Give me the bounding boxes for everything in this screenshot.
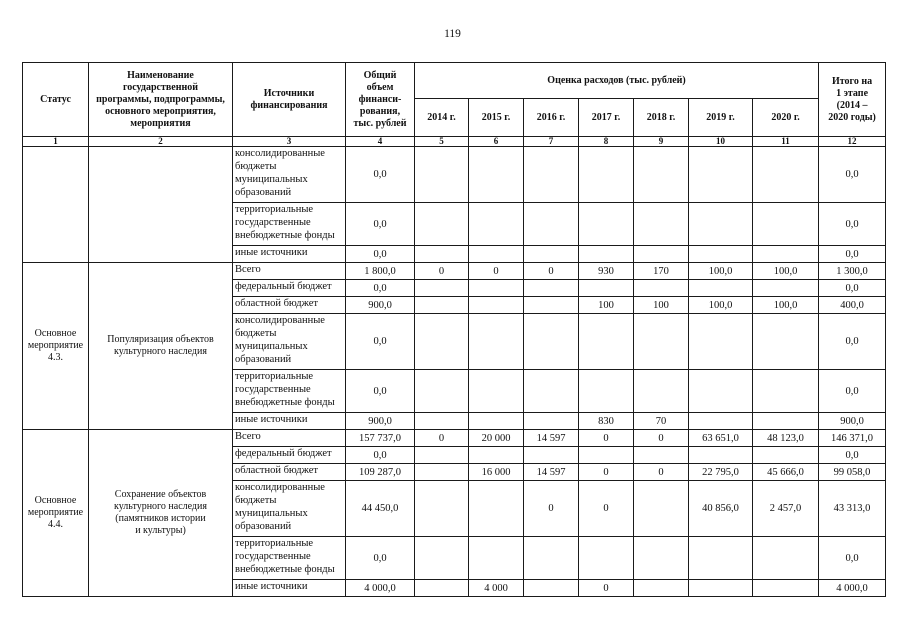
cell-funding-source: иные источники — [233, 580, 346, 597]
column-number: 9 — [634, 137, 689, 147]
cell-2019 — [689, 147, 753, 203]
header-year-2014: 2014 г. — [415, 99, 469, 137]
cell-funding-source: областной бюджет — [233, 297, 346, 314]
cell-2015 — [469, 537, 524, 580]
cell-stage-total: 4 000,0 — [819, 580, 886, 597]
cell-2018: 0 — [634, 430, 689, 447]
header-status: Статус — [23, 63, 89, 137]
cell-total: 1 800,0 — [346, 263, 415, 280]
cell-2019: 100,0 — [689, 263, 753, 280]
cell-2016: 14 597 — [524, 464, 579, 481]
cell-2018 — [634, 246, 689, 263]
cell-program-name: Популяризация объектов культурного наследия — [89, 263, 233, 430]
cell-2015: 20 000 — [469, 430, 524, 447]
cell-funding-source: территориальные государственные внебюджетные фонды — [233, 537, 346, 580]
cell-total: 109 287,0 — [346, 464, 415, 481]
cell-total: 0,0 — [346, 447, 415, 464]
cell-2020 — [753, 246, 819, 263]
cell-total: 0,0 — [346, 280, 415, 297]
cell-2020: 45 666,0 — [753, 464, 819, 481]
cell-funding-source: территориальные государственные внебюджетные фонды — [233, 203, 346, 246]
cell-2020 — [753, 537, 819, 580]
cell-2015: 16 000 — [469, 464, 524, 481]
header-stage-total: Итого на 1 этапе (2014 – 2020 годы) — [819, 63, 886, 137]
cell-2014 — [415, 481, 469, 537]
cell-2018: 0 — [634, 464, 689, 481]
cell-2015 — [469, 481, 524, 537]
cell-2016 — [524, 297, 579, 314]
cell-2017: 0 — [579, 580, 634, 597]
header-row — [23, 63, 886, 99]
cell-total: 900,0 — [346, 413, 415, 430]
page-number: 119 — [444, 28, 461, 40]
column-number: 10 — [689, 137, 753, 147]
column-number: 5 — [415, 137, 469, 147]
cell-2016 — [524, 413, 579, 430]
cell-stage-total: 0,0 — [819, 280, 886, 297]
table-body — [23, 147, 886, 597]
cell-2016 — [524, 203, 579, 246]
cell-stage-total: 0,0 — [819, 537, 886, 580]
table-header — [23, 63, 886, 147]
cell-2019 — [689, 370, 753, 413]
table-row — [23, 430, 886, 447]
cell-2014 — [415, 370, 469, 413]
cell-2019 — [689, 203, 753, 246]
cell-2014 — [415, 464, 469, 481]
cell-2017 — [579, 147, 634, 203]
cell-program-name — [89, 147, 233, 263]
cell-2020 — [753, 413, 819, 430]
cell-2020 — [753, 203, 819, 246]
cell-funding-source: консолидированные бюджеты муниципальных образований — [233, 481, 346, 537]
header-total-funding: Общий объем финанси- рования, тыс. рублей — [346, 63, 415, 137]
cell-stage-total: 0,0 — [819, 147, 886, 203]
cell-2017 — [579, 314, 634, 370]
header-year-2019: 2019 г. — [689, 99, 753, 137]
header-funding-source: Источники финансирования — [233, 63, 346, 137]
cell-2016 — [524, 280, 579, 297]
cell-2016: 0 — [524, 263, 579, 280]
cell-2019: 22 795,0 — [689, 464, 753, 481]
cell-2014: 0 — [415, 263, 469, 280]
cell-2020: 100,0 — [753, 263, 819, 280]
cell-2018: 100 — [634, 297, 689, 314]
cell-2019 — [689, 413, 753, 430]
cell-2019 — [689, 314, 753, 370]
column-number: 8 — [579, 137, 634, 147]
cell-2018 — [634, 314, 689, 370]
cell-2017: 0 — [579, 464, 634, 481]
column-number: 1 — [23, 137, 89, 147]
cell-2020 — [753, 447, 819, 464]
cell-2014 — [415, 203, 469, 246]
cell-total: 0,0 — [346, 537, 415, 580]
column-number: 4 — [346, 137, 415, 147]
cell-2018 — [634, 280, 689, 297]
cell-funding-source: федеральный бюджет — [233, 447, 346, 464]
column-numbers-row — [23, 137, 886, 147]
cell-2014 — [415, 413, 469, 430]
cell-2014 — [415, 147, 469, 203]
header-expense-estimate: Оценка расходов (тыс. рублей) — [415, 63, 819, 99]
cell-2014 — [415, 314, 469, 370]
cell-2015 — [469, 297, 524, 314]
cell-2016 — [524, 537, 579, 580]
cell-2017: 100 — [579, 297, 634, 314]
cell-2016 — [524, 246, 579, 263]
cell-funding-source: консолидированные бюджеты муниципальных образований — [233, 147, 346, 203]
cell-2016 — [524, 147, 579, 203]
cell-2014 — [415, 246, 469, 263]
cell-2015 — [469, 413, 524, 430]
column-number: 2 — [89, 137, 233, 147]
cell-2018 — [634, 203, 689, 246]
cell-stage-total: 0,0 — [819, 370, 886, 413]
cell-2020: 48 123,0 — [753, 430, 819, 447]
cell-2020: 2 457,0 — [753, 481, 819, 537]
cell-2016: 0 — [524, 481, 579, 537]
cell-2018 — [634, 537, 689, 580]
cell-funding-source: областной бюджет — [233, 464, 346, 481]
cell-funding-source: иные источники — [233, 246, 346, 263]
cell-2015 — [469, 147, 524, 203]
cell-2017: 0 — [579, 481, 634, 537]
cell-2015 — [469, 314, 524, 370]
cell-2017: 830 — [579, 413, 634, 430]
cell-stage-total: 0,0 — [819, 314, 886, 370]
cell-status: Основное мероприятие 4.3. — [23, 263, 89, 430]
cell-total: 0,0 — [346, 370, 415, 413]
cell-2015 — [469, 447, 524, 464]
cell-stage-total: 0,0 — [819, 447, 886, 464]
cell-2018 — [634, 147, 689, 203]
cell-2016 — [524, 314, 579, 370]
header-year-2017: 2017 г. — [579, 99, 634, 137]
header-year-2015: 2015 г. — [469, 99, 524, 137]
cell-2018 — [634, 580, 689, 597]
cell-total: 0,0 — [346, 314, 415, 370]
cell-2018: 70 — [634, 413, 689, 430]
cell-2019 — [689, 280, 753, 297]
cell-2018 — [634, 447, 689, 464]
cell-2014 — [415, 297, 469, 314]
cell-2020 — [753, 280, 819, 297]
cell-2014: 0 — [415, 430, 469, 447]
cell-2019: 40 856,0 — [689, 481, 753, 537]
cell-stage-total: 0,0 — [819, 203, 886, 246]
cell-2019: 100,0 — [689, 297, 753, 314]
column-number: 6 — [469, 137, 524, 147]
column-number: 11 — [753, 137, 819, 147]
table-row — [23, 147, 886, 203]
cell-2017 — [579, 537, 634, 580]
cell-funding-source: консолидированные бюджеты муниципальных образований — [233, 314, 346, 370]
cell-2017: 0 — [579, 430, 634, 447]
cell-stage-total: 0,0 — [819, 246, 886, 263]
column-number: 3 — [233, 137, 346, 147]
cell-stage-total: 900,0 — [819, 413, 886, 430]
cell-total: 157 737,0 — [346, 430, 415, 447]
cell-total: 0,0 — [346, 147, 415, 203]
cell-2014 — [415, 580, 469, 597]
cell-2018: 170 — [634, 263, 689, 280]
cell-2019 — [689, 537, 753, 580]
header-year-2018: 2018 г. — [634, 99, 689, 137]
cell-2020 — [753, 370, 819, 413]
cell-status: Основное мероприятие 4.4. — [23, 430, 89, 597]
cell-2016 — [524, 370, 579, 413]
cell-2016: 14 597 — [524, 430, 579, 447]
cell-2019: 63 651,0 — [689, 430, 753, 447]
cell-2015 — [469, 203, 524, 246]
cell-2020 — [753, 314, 819, 370]
cell-2017 — [579, 447, 634, 464]
cell-total: 900,0 — [346, 297, 415, 314]
cell-2017 — [579, 280, 634, 297]
column-number: 7 — [524, 137, 579, 147]
cell-2014 — [415, 447, 469, 464]
cell-2015 — [469, 246, 524, 263]
cell-stage-total: 99 058,0 — [819, 464, 886, 481]
cell-stage-total: 400,0 — [819, 297, 886, 314]
cell-total: 44 450,0 — [346, 481, 415, 537]
header-program-name: Наименование государственной программы, подпрограммы, основного мероприятия, мероприятия — [89, 63, 233, 137]
cell-stage-total: 43 313,0 — [819, 481, 886, 537]
column-number: 12 — [819, 137, 886, 147]
cell-2019 — [689, 246, 753, 263]
header-year-2016: 2016 г. — [524, 99, 579, 137]
cell-2016 — [524, 580, 579, 597]
cell-funding-source: иные источники — [233, 413, 346, 430]
cell-2014 — [415, 537, 469, 580]
cell-2017 — [579, 370, 634, 413]
cell-2017 — [579, 203, 634, 246]
table-row — [23, 263, 886, 280]
cell-funding-source: Всего — [233, 430, 346, 447]
cell-2018 — [634, 481, 689, 537]
cell-funding-source: Всего — [233, 263, 346, 280]
cell-2015 — [469, 280, 524, 297]
cell-2017 — [579, 246, 634, 263]
cell-2015: 0 — [469, 263, 524, 280]
cell-status — [23, 147, 89, 263]
cell-funding-source: федеральный бюджет — [233, 280, 346, 297]
header-year-2020: 2020 г. — [753, 99, 819, 137]
cell-total: 0,0 — [346, 246, 415, 263]
cell-2020 — [753, 147, 819, 203]
cell-2015: 4 000 — [469, 580, 524, 597]
budget-table — [22, 62, 886, 597]
cell-2018 — [634, 370, 689, 413]
cell-2017: 930 — [579, 263, 634, 280]
cell-2020 — [753, 580, 819, 597]
cell-program-name: Сохранение объектов культурного наследия (памятников истории и культуры) — [89, 430, 233, 597]
cell-2020: 100,0 — [753, 297, 819, 314]
cell-total: 4 000,0 — [346, 580, 415, 597]
cell-stage-total: 1 300,0 — [819, 263, 886, 280]
cell-2019 — [689, 447, 753, 464]
cell-2019 — [689, 580, 753, 597]
cell-funding-source: территориальные государственные внебюджетные фонды — [233, 370, 346, 413]
cell-2015 — [469, 370, 524, 413]
cell-2014 — [415, 280, 469, 297]
cell-stage-total: 146 371,0 — [819, 430, 886, 447]
cell-total: 0,0 — [346, 203, 415, 246]
cell-2016 — [524, 447, 579, 464]
